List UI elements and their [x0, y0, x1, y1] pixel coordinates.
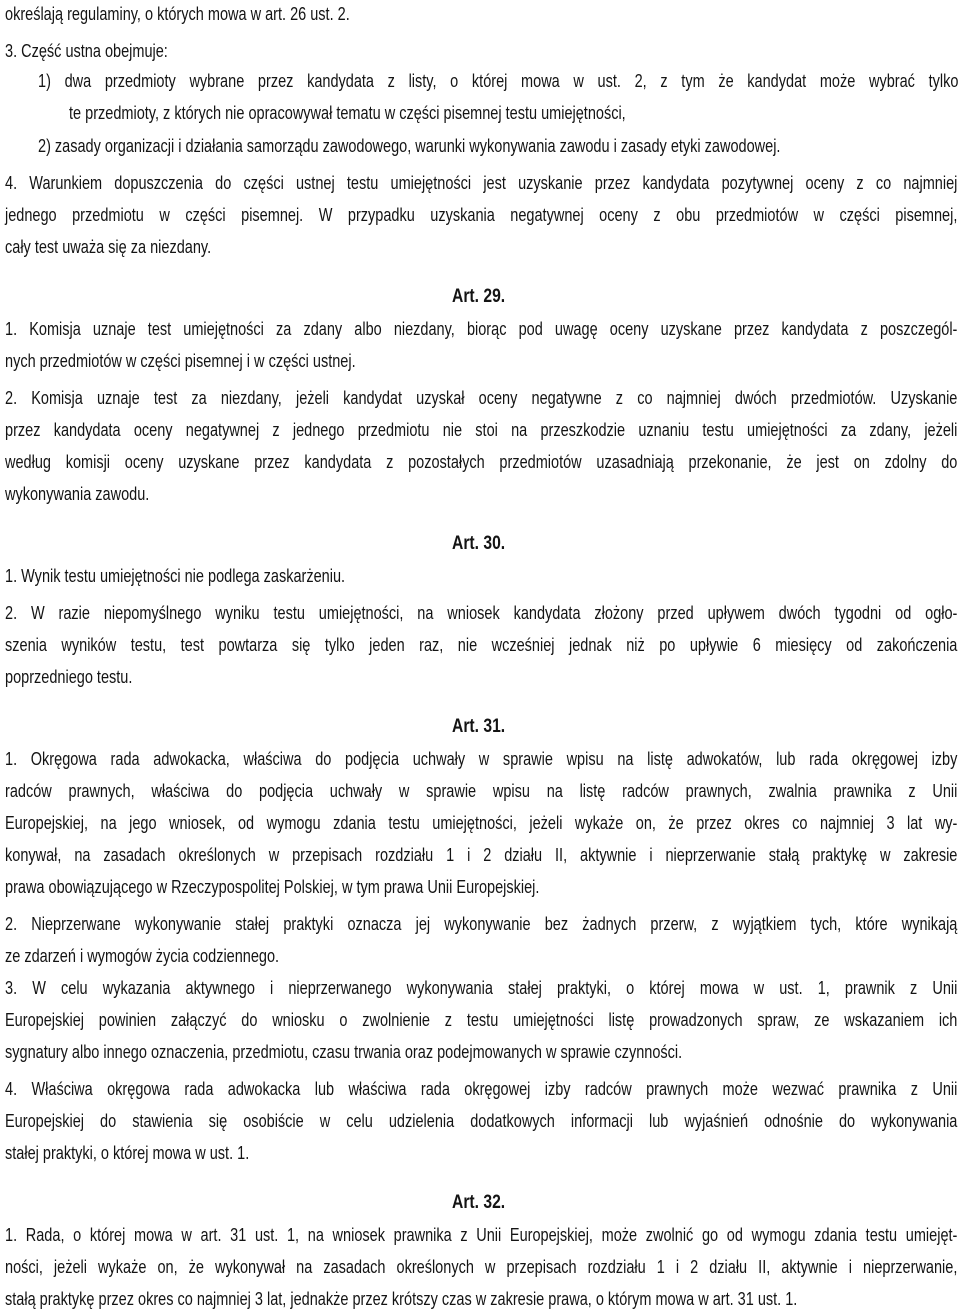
- text-line: stałą praktykę przez okres co najmniej 3 lat, jednakże przez krótszy czas w zakresie prawa, o którym mowa w art. 31 ust. 1.: [5, 1288, 798, 1309]
- text-line: 2. Komisja uznaje test za niezdany, jeżeli kandydat uzyskał oceny negatywne z co najmniej dwóch przedmiotów. Uzyskanie: [5, 387, 958, 408]
- text-line: cały test uważa się za niezdany.: [5, 236, 212, 257]
- text-line: 2. Nieprzerwane wykonywanie stałej praktyki oznacza jej wykonywanie bez żadnych przerw, z wyjątkiem tych, które wynikają: [5, 913, 958, 934]
- text-line: 3. W celu wykazania aktywnego i nieprzerwanego wykonywania stałej praktyki, o której mowa w ust. 1, prawnik z Unii: [5, 977, 958, 998]
- article-heading: Art. 30.: [452, 532, 506, 554]
- text-line: Europejskiej, na jego wniosek, od wymogu zdania testu umiejętności, jeżeli wykaże on, że przez okres co najmniej 3 lat wy-: [5, 812, 958, 833]
- text-line: 1. Rada, o której mowa w art. 31 ust. 1, na wniosek prawnika z Unii Europejskiej, może zwolnić go od wymogu zdania testu umiejęt-: [5, 1224, 958, 1245]
- text-line: ze zdarzeń i wymogów życia codziennego.: [5, 945, 280, 966]
- article-heading: Art. 31.: [452, 715, 506, 737]
- text-line: przez kandydata oceny negatywnej z jednego przedmiotu nie stoi na przeszkodzie uznaniu testu umiejętności za zdany, jeżeli: [5, 419, 958, 440]
- text-line: szenia wyników testu, test powtarza się tylko jeden raz, nie wcześniej jednak niż po upływie 6 miesięcy od zakończenia: [5, 634, 958, 655]
- text-line: 3. Część ustna obejmuje:: [5, 40, 168, 61]
- text-line: nych przedmiotów w części pisemnej i w części ustnej.: [5, 350, 356, 371]
- text-line: 1. Okręgowa rada adwokacka, właściwa do podjęcia uchwały w sprawie wpisu na listę adwokatów, lub rada okręgowej izby: [5, 748, 958, 769]
- text-line: 2. W razie niepomyślnego wyniku testu umiejętności, na wniosek kandydata złożony przed upływem dwóch tygodni od ogło-: [5, 602, 958, 623]
- text-line: Europejskiej do stawienia się osobiście w celu udzielenia dodatkowych informacji lub wyjaśnień odnośnie do wykonywania: [5, 1110, 958, 1131]
- text-line: 1) dwa przedmioty wybrane przez kandydata z listy, o której mowa w ust. 2, z tym że kandydat może wybrać tylko: [38, 70, 959, 91]
- text-line: 1. Komisja uznaje test umiejętności za zdany albo niezdany, biorąc pod uwagę oceny uzyskane przez kandydata z poszczegól-: [5, 318, 958, 339]
- text-line: radców prawnych, właściwa do podjęcia uchwały w sprawie wpisu na listę radców prawnych, zwalnia prawnika z Unii: [5, 780, 958, 801]
- text-line: jednego przedmiotu w części pisemnej. W przypadku uzyskania negatywnej oceny z obu przedmiotów w części pisemnej,: [5, 204, 958, 225]
- text-line: ności, jeżeli wykaże on, że wykonywał na zasadach określonych w przepisach rozdziału 1 i 2 działu II, aktywnie i nieprzerwanie,: [5, 1256, 958, 1277]
- article-heading: Art. 29.: [452, 285, 506, 307]
- article-heading: Art. 32.: [452, 1191, 506, 1213]
- text-line: stałej praktyki, o której mowa w ust. 1.: [5, 1142, 250, 1163]
- text-line: określają regulaminy, o których mowa w art. 26 ust. 2.: [5, 3, 350, 24]
- text-line: konywał, na zasadach określonych w przepisach rozdziału 1 i 2 działu II, aktywnie i nieprzerwanie stałą praktykę w zakresie: [5, 844, 958, 865]
- text-line: sygnatury albo innego oznaczenia, przedmiotu, czasu trwania oraz podejmowanych w sprawie czynności.: [5, 1041, 683, 1062]
- text-line: te przedmioty, z których nie opracowywał tematu w części pisemnej testu umiejętności,: [69, 102, 626, 123]
- text-line: wykonywania zawodu.: [5, 483, 150, 504]
- text-line: poprzedniego testu.: [5, 666, 133, 687]
- text-line: 4. Właściwa okręgowa rada adwokacka lub właściwa rada okręgowej izby radców prawnych może wezwać prawnika z Unii: [5, 1078, 958, 1099]
- text-line: prawa obowiązującego w Rzeczypospolitej Polskiej, w tym prawa Unii Europejskiej.: [5, 876, 540, 897]
- text-line: Europejskiej powinien załączyć do wniosku o zwolnienie z testu umiejętności listę prowadzonych spraw, ze wskazaniem ich: [5, 1009, 958, 1030]
- text-line: 1. Wynik testu umiejętności nie podlega zaskarżeniu.: [5, 565, 346, 586]
- text-line: według komisji oceny uzyskane przez kandydata z pozostałych przedmiotów uzasadniają przekonanie, że jest on zdolny do: [5, 451, 958, 472]
- text-line: 4. Warunkiem dopuszczenia do części ustnej testu umiejętności jest uzyskanie przez kandydata pozytywnej oceny z co najmniej: [5, 172, 958, 193]
- text-line: 2) zasady organizacji i działania samorządu zawodowego, warunki wykonywania zawodu i zasady etyki zawodowej.: [38, 135, 781, 156]
